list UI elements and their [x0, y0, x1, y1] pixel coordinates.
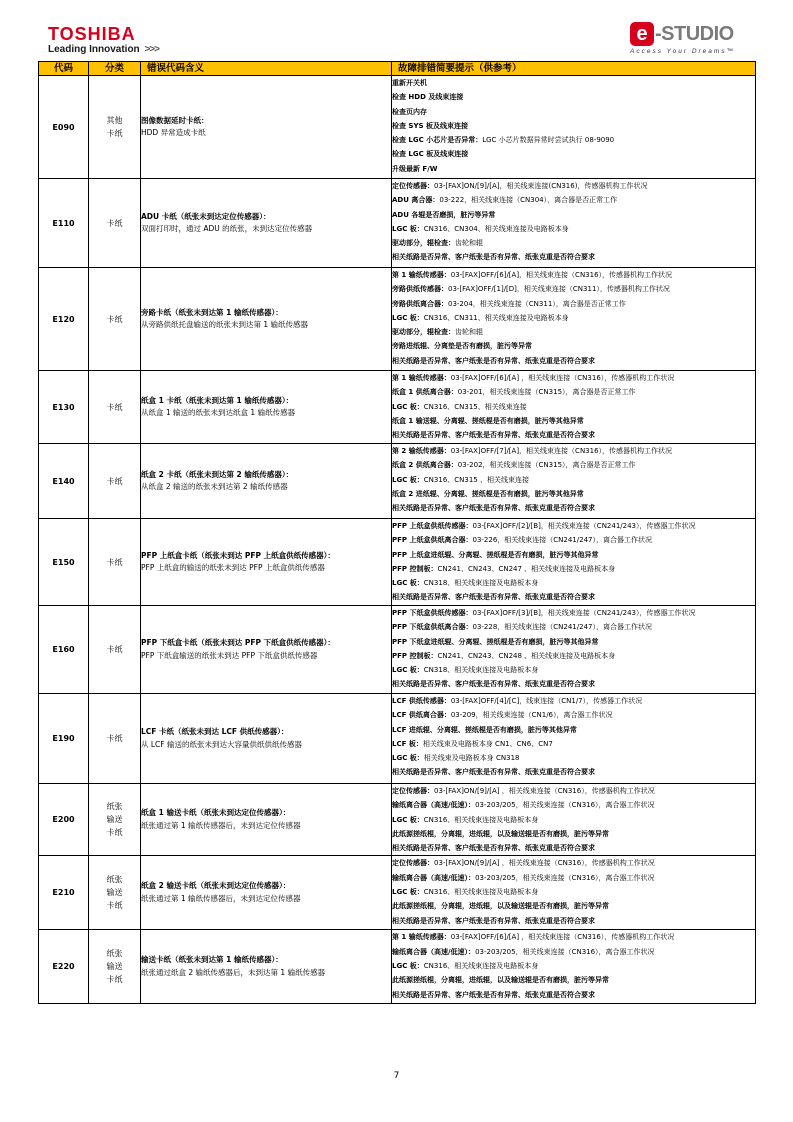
hint-line: [392, 635, 755, 649]
hint-line: [392, 590, 755, 604]
meaning-cell: [141, 784, 392, 856]
hint-label: PFP 下纸盒进纸辊、分离辊、搓纸棍是否有磨损，脏污等其他异常: [392, 637, 599, 646]
hint-line: [392, 663, 755, 677]
hint-line: [392, 268, 755, 282]
hint-line: [392, 179, 755, 193]
hint-line: [392, 914, 755, 928]
hint-detail: 齿轮和辊: [455, 239, 483, 248]
meaning-title: 纸盒 1 输送卡纸（纸张未到达定位传感器）：: [141, 808, 291, 818]
hint-line: [392, 147, 755, 161]
table-row: [39, 179, 756, 268]
hint-label: 相关纸路是否异常、客户纸张是否有异常、纸张克重是否符合要求: [392, 916, 595, 925]
meaning-title: 纸盒 1 卡纸（纸张未到达第 1 输纸传感器）：: [141, 395, 294, 405]
hint-detail: CN241、CN243、CN248 、相关线束连接及电路板本身: [437, 651, 616, 660]
hint-detail: 齿轮和辊: [455, 328, 483, 337]
hint-label: 定位传感器：: [392, 787, 434, 795]
hint-detail: 03-[FAX]OFF/[7]/[A]，相关线束连接（CN316），传感器机构工作状况: [450, 447, 673, 455]
category-line: 其他: [106, 116, 123, 125]
error-code-table: [38, 61, 756, 1004]
hint-label: LGC 板：: [392, 313, 424, 322]
estudio-wordmark: -STUDIO: [655, 23, 734, 45]
table-row: [39, 694, 756, 784]
hint-detail: 03-209，相关线束连接（CN1/6），离合器工作状况: [450, 711, 613, 720]
hint-detail: 03-222，相关线束连接（CN304），离合器是否正常工作: [439, 196, 618, 205]
hint-detail: 03-202，相关线束连接（CN315），离合器是否正常工作: [457, 461, 636, 470]
hint-label: 相关纸路是否异常、客户纸张是否有异常、纸张克重是否符合要求: [392, 680, 595, 689]
category-line: 卡纸: [106, 218, 123, 228]
meaning-description: 从纸盒 2 输送的纸张未到达第 2 输纸传感器: [141, 482, 288, 491]
table-row: [39, 519, 756, 606]
hint-line: [392, 208, 755, 222]
hint-label: PFP 控制板：: [392, 564, 438, 573]
hint-detail: CN318、相关线束连接及电路板本身: [423, 666, 539, 675]
hint-label: 第 1 输纸传感器：: [392, 374, 451, 382]
hint-line: [392, 606, 755, 620]
hint-detail: CN316、相关线束连接及电路板本身: [423, 815, 539, 824]
hint-detail: 03-[FAX]ON/[9]/[A] ，相关线束连接（CN316），传感器机构工作状况: [434, 787, 655, 795]
hint-detail: CN318、相关线束连接及电路板本身: [423, 579, 539, 588]
hint-label: 相关纸路是否异常、客户纸张是否有异常、纸张克重是否符合要求: [392, 593, 595, 602]
category-cell: [89, 694, 141, 784]
meaning-cell: [141, 179, 392, 268]
hint-detail: CN316、CN315、相关线束连接: [423, 402, 527, 411]
hint-line: [392, 385, 755, 399]
hint-label: LGC 板：: [392, 224, 424, 233]
category-line: 卡纸: [106, 975, 123, 985]
hint-line: [392, 620, 755, 634]
hint-label: 第 2 输纸传感器：: [392, 447, 451, 455]
hints-cell: [392, 76, 756, 179]
meaning-description: 从旁路供纸托盘输送的纸张未到达第 1 输纸传感器: [141, 320, 309, 329]
table-row: [39, 76, 756, 179]
hint-line: [392, 473, 755, 487]
hint-label: 纸盒 2 进纸辊、分离辊、搓纸棍是否有磨损，脏污等其他异常: [392, 489, 584, 498]
hint-label: 第 1 输纸传感器：: [392, 271, 451, 279]
meaning-description: HDD 异常造成卡纸: [141, 128, 206, 137]
meaning-title: 输送卡纸（纸张未到达第 1 输纸传感器）：: [141, 955, 283, 965]
hint-line: [392, 841, 755, 855]
hint-label: LGC 板：: [392, 754, 424, 763]
header-hints: 故障排错简要提示（供参考）: [392, 62, 756, 76]
hint-label: LGC 板：: [392, 888, 424, 897]
hint-line: [392, 945, 755, 959]
table-row: [39, 930, 756, 1004]
table-row: [39, 444, 756, 519]
category-cell: [89, 519, 141, 606]
hint-line: [392, 576, 755, 590]
hint-detail: 03-[FAX]ON/[9]/[A]，相关线束连接(CN316)，传感器机构工作状况: [434, 182, 648, 190]
chevron-right-icon: >>>: [144, 44, 159, 55]
category-cell: [89, 606, 141, 694]
hint-line: [392, 501, 755, 515]
hint-label: 相关纸路是否异常、客户纸张是否有异常、纸张克重是否符合要求: [392, 768, 595, 777]
hint-line: [392, 751, 755, 765]
hint-detail: 03-201，相关线束连接（CN315），离合器是否正常工作: [457, 388, 636, 397]
meaning-title: 纸盒 2 卡纸（纸张未到达第 2 输纸传感器）：: [141, 469, 294, 479]
category-line: 卡纸: [106, 129, 123, 138]
hint-line: [392, 105, 755, 119]
meaning-description: PFP 上纸盒的输送的纸张未到达 PFP 上纸盒供纸传感器: [141, 563, 325, 572]
meaning-title: 纸盒 2 输送卡纸（纸张未到达定位传感器）：: [141, 881, 291, 891]
category-line: 纸张: [106, 949, 123, 959]
hint-detail: 03-[FAX]ON/[9]/[A] ，相关线束连接（CN316），传感器机构工作状况: [434, 859, 655, 868]
tagline-text: Leading Innovation: [48, 44, 140, 55]
error-code: E220: [39, 930, 89, 1004]
hint-detail: 03-203/205，相关线束连接（CN316），离合器工作状况: [475, 801, 655, 810]
table-row: [39, 268, 756, 371]
hint-line: [392, 354, 755, 368]
hint-detail: 03-[FAX]OFF/[4]/[C]，线束连接（CN1/7），传感器工作状况: [450, 697, 643, 705]
meaning-cell: [141, 930, 392, 1004]
estudio-e-mark: e: [630, 22, 654, 46]
category-cell: [89, 856, 141, 930]
estudio-slogan: Access Your Dreams™: [630, 48, 736, 55]
table-row: [39, 856, 756, 930]
hints-cell: [392, 371, 756, 444]
hint-line: [392, 708, 755, 722]
hint-label: LCF 进纸辊、分离辊、搓纸棍是否有磨损，脏污等其他异常: [392, 725, 577, 734]
hint-label: 升级最新 F/W: [392, 164, 438, 173]
hint-label: 此纸源搓纸棍，分离辊，进纸辊，以及输送辊是否有磨损，脏污等异常: [392, 902, 609, 911]
meaning-description: 从 LCF 输送的纸张未到达大容量供纸供纸传感器: [141, 739, 302, 749]
hint-line: [392, 930, 755, 944]
hint-label: PFP 上纸盒进纸辊、分离辊、搓纸棍是否有磨损，脏污等其他异常: [392, 550, 599, 559]
meaning-cell: [141, 76, 392, 179]
error-code: E110: [39, 179, 89, 268]
category-cell: [89, 268, 141, 371]
hint-line: [392, 988, 755, 1002]
hint-label: 检查 LGC 小芯片是否异常：: [392, 136, 483, 145]
hint-line: [392, 649, 755, 663]
table-row: [39, 371, 756, 444]
error-code: E120: [39, 268, 89, 371]
hint-detail: CN241、CN243、CN247 、相关线束连接及电路板本身: [437, 564, 616, 573]
hint-detail: 03-203/205，相关线束连接（CN316），离合器工作状况: [475, 947, 655, 956]
hint-line: [392, 548, 755, 562]
hint-label: 旁路进纸辊、分离垫是否有磨损，脏污等异常: [392, 342, 532, 351]
error-code: E150: [39, 519, 89, 606]
category-line: 卡纸: [106, 645, 123, 654]
hint-detail: CN316、CN311、相关线束连接及电路板本身: [423, 313, 569, 322]
hint-line: [392, 193, 755, 207]
hint-line: [392, 414, 755, 428]
hint-detail: 03-203/205，相关线束连接（CN316），离合器工作状况: [475, 873, 655, 882]
hint-label: PFP 下纸盒供纸离合器：: [392, 623, 473, 632]
hint-detail: 03-[FAX]OFF/[6]/[A]，相关线束连接（CN316），传感器机构工作状况: [450, 271, 673, 279]
hint-line: [392, 282, 755, 296]
hint-label: 驱动部分，辊检查：: [392, 239, 455, 248]
hint-detail: CN316、相关线束连接及电路板本身: [423, 962, 539, 971]
hint-label: 旁路供纸传感器：: [392, 285, 448, 294]
hints-cell: [392, 179, 756, 268]
hint-line: [392, 973, 755, 987]
meaning-title: 旁路卡纸（纸张未到达第 1 输纸传感器）：: [141, 307, 283, 317]
meaning-description: 双面打印时，通过 ADU 的纸张，未到达定位传感器: [141, 224, 313, 233]
hint-line: [392, 311, 755, 325]
meaning-cell: [141, 268, 392, 371]
meaning-title: 图像数据延时卡纸：: [141, 115, 209, 125]
category-cell: [89, 784, 141, 856]
hint-label: LGC 板：: [392, 666, 424, 675]
hint-line: [392, 885, 755, 899]
hint-line: [392, 339, 755, 353]
category-line: 卡纸: [106, 828, 123, 838]
category-cell: [89, 371, 141, 444]
error-code: E140: [39, 444, 89, 519]
table-body: [39, 76, 756, 1004]
hint-detail: CN316、CN304、相关线束连接及电路板本身: [423, 224, 569, 233]
hint-line: [392, 400, 755, 414]
hint-line: [392, 694, 755, 708]
error-code: E210: [39, 856, 89, 930]
meaning-title: ADU 卡纸（纸张未到达定位传感器）：: [141, 211, 271, 221]
meaning-cell: [141, 519, 392, 606]
table-header-row: [39, 62, 756, 76]
hint-label: 此纸源搓纸棍，分离辊，进纸辊，以及输送辊是否有磨损，脏污等异常: [392, 829, 609, 838]
category-line: 输送: [106, 888, 123, 898]
hint-label: LCF 板：: [392, 739, 423, 748]
hint-line: [392, 899, 755, 913]
hint-line: [392, 798, 755, 812]
hint-line: [392, 236, 755, 250]
hint-detail: CN316、相关线束连接及电路板本身: [423, 888, 539, 897]
hint-label: 检查 HDD 及线束连接: [392, 93, 464, 102]
meaning-title: PFP 上纸盒卡纸（纸张未到达 PFP 上纸盒供纸传感器）：: [141, 550, 335, 560]
hint-label: 输纸离合器（高速/低速）：: [392, 947, 476, 956]
hint-line: [392, 677, 755, 691]
hint-line: [392, 458, 755, 472]
category-cell: [89, 930, 141, 1004]
header-category: 分类: [89, 62, 141, 76]
hint-detail: 03-[FAX]OFF/[6]/[A] ，相关线束连接（CN316），传感器机构工作状况: [450, 374, 675, 382]
meaning-description: 纸张通过第 1 输纸传感器后，未到达定位传感器: [141, 820, 301, 830]
hint-line: [392, 90, 755, 104]
header-code: 代码: [39, 62, 89, 76]
error-code: E160: [39, 606, 89, 694]
hint-label: 纸盒 2 供纸离合器：: [392, 461, 458, 470]
header-meaning: 错误代码含义: [141, 62, 392, 76]
hint-label: 相关纸路是否异常、客户纸张是否有异常、纸张克重是否符合要求: [392, 990, 595, 999]
hint-line: [392, 76, 755, 90]
hint-line: [392, 519, 755, 533]
tagline: [48, 44, 159, 55]
hint-label: PFP 上纸盒供纸传感器：: [392, 522, 473, 530]
hint-line: [392, 297, 755, 311]
hint-line: [392, 959, 755, 973]
hint-label: 检查 SYS 板及线束连接: [392, 121, 469, 130]
hint-detail: LGC 小芯片数据异常时尝试执行 08-9090: [482, 136, 615, 145]
hint-label: 相关纸路是否异常、客户纸张是否有异常、纸张克重是否符合要求: [392, 253, 595, 262]
hint-line: [392, 723, 755, 737]
category-line: 卡纸: [106, 734, 123, 743]
hint-detail: 03-226，相关线束连接（CN241/247），离合器工作状况: [472, 536, 652, 545]
hint-line: [392, 533, 755, 547]
error-code: E090: [39, 76, 89, 179]
hint-detail: 03-[FAX]OFF/[6]/[A] ，相关线束连接（CN316），传感器机构工作状况: [450, 933, 675, 942]
hint-label: ADU 离合器：: [392, 196, 440, 205]
hints-cell: [392, 519, 756, 606]
hint-line: [392, 765, 755, 779]
hint-label: 纸盒 1 供纸离合器：: [392, 388, 458, 397]
hint-label: 定位传感器：: [392, 859, 434, 868]
category-line: 卡纸: [106, 557, 123, 567]
hint-label: LGC 板：: [392, 962, 424, 971]
hint-line: [392, 487, 755, 501]
hints-cell: [392, 694, 756, 784]
page-header: [0, 0, 793, 62]
hint-detail: 相关线束及电路板本身 CN1、CN6、CN7: [422, 739, 553, 748]
hint-line: [392, 325, 755, 339]
hint-label: LGC 板：: [392, 475, 424, 484]
hint-line: [392, 827, 755, 841]
table-row: [39, 784, 756, 856]
table-row: [39, 606, 756, 694]
category-line: 卡纸: [106, 314, 123, 324]
hint-label: 重新开关机: [392, 79, 427, 87]
hint-line: [392, 250, 755, 264]
hint-label: PFP 控制板：: [392, 651, 438, 660]
hints-cell: [392, 784, 756, 856]
hint-label: 相关纸路是否异常、客户纸张是否有异常、纸张克重是否符合要求: [392, 431, 595, 440]
meaning-cell: [141, 694, 392, 784]
category-line: 卡纸: [106, 901, 123, 911]
hint-detail: 03-204，相关线束连接（CN311），离合器是否正常工作: [448, 299, 626, 308]
hint-line: [392, 222, 755, 236]
hint-label: 相关纸路是否异常、客户纸张是否有异常、纸张克重是否符合要求: [392, 504, 595, 513]
hint-label: 检查页内存: [392, 107, 427, 116]
hint-label: 驱动部分，辊检查：: [392, 328, 455, 337]
hint-line: [392, 428, 755, 442]
hint-label: ADU 各辊是否磨损，脏污等异常: [392, 210, 496, 219]
toshiba-logo: TOSHIBA: [48, 24, 136, 44]
hints-cell: [392, 606, 756, 694]
hint-label: PFP 上纸盒供纸离合器：: [392, 536, 473, 545]
hint-label: 此纸源搓纸棍，分离辊，进纸辊，以及输送辊是否有磨损，脏污等异常: [392, 976, 609, 985]
hint-detail: 03-[FAX]OFF/[3]/[B]，相关线束连接（CN241/243），传感器工作状况: [472, 609, 696, 617]
hint-label: LCF 供纸传感器：: [392, 697, 451, 705]
hint-detail: 相关线束及电路板本身 CN318: [423, 754, 520, 763]
category-line: 输送: [106, 962, 123, 972]
hint-label: LGC 板：: [392, 815, 424, 824]
category-cell: [89, 76, 141, 179]
hint-label: LGC 板：: [392, 402, 424, 411]
category-line: 卡纸: [106, 402, 123, 412]
estudio-logo: [630, 22, 750, 62]
hints-cell: [392, 268, 756, 371]
hint-line: [392, 856, 755, 870]
hint-line: [392, 562, 755, 576]
hint-label: 旁路供纸离合器：: [392, 299, 448, 308]
category-cell: [89, 179, 141, 268]
category-line: 纸张: [106, 875, 123, 885]
hint-line: [392, 737, 755, 751]
hint-line: [392, 162, 755, 176]
meaning-cell: [141, 606, 392, 694]
hint-label: 定位传感器：: [392, 182, 434, 190]
hint-label: 检查 LGC 板及线束连接: [392, 150, 469, 159]
error-code: E190: [39, 694, 89, 784]
hint-detail: 03-[FAX]OFF/[1]/[D]，相关线束连接（CN311），传感器机构工作状况: [448, 285, 670, 294]
hints-cell: [392, 930, 756, 1004]
hint-detail: CN316、CN315 、相关线束连接: [423, 475, 529, 484]
hint-line: [392, 133, 755, 147]
category-line: 纸张: [106, 802, 123, 812]
hint-detail: 03-228，相关线束连接（CN241/247），离合器工作状况: [472, 623, 652, 632]
hint-line: [392, 371, 755, 385]
meaning-cell: [141, 856, 392, 930]
category-line: 卡纸: [106, 476, 123, 486]
meaning-cell: [141, 371, 392, 444]
hint-label: PFP 下纸盒供纸传感器：: [392, 609, 473, 617]
meaning-title: PFP 下纸盒卡纸（纸张未到达 PFP 下纸盒供纸传感器）：: [141, 638, 335, 647]
meaning-description: 纸张通过第 1 输纸传感器后，未到达定位传感器: [141, 893, 301, 903]
hint-label: 纸盒 1 输送辊、分离辊、搓纸棍是否有磨损，脏污等其他异常: [392, 416, 584, 425]
category-line: 输送: [106, 815, 123, 825]
hint-line: [392, 813, 755, 827]
meaning-description: 从纸盒 1 输送的纸张未到达纸盒 1 输纸传感器: [141, 408, 296, 417]
hint-label: LCF 供纸离合器：: [392, 711, 451, 720]
hint-label: 输纸离合器（高速/低速）：: [392, 801, 476, 810]
category-cell: [89, 444, 141, 519]
meaning-title: LCF 卡纸（纸张未到达 LCF 供纸传感器）：: [141, 727, 289, 736]
error-code: E130: [39, 371, 89, 444]
hint-label: 相关纸路是否异常、客户纸张是否有异常、纸张克重是否符合要求: [392, 356, 595, 365]
hints-cell: [392, 856, 756, 930]
hint-label: LGC 板：: [392, 579, 424, 588]
hint-label: 输纸离合器（高速/低速）：: [392, 873, 476, 882]
meaning-cell: [141, 444, 392, 519]
hint-label: 相关纸路是否异常、客户纸张是否有异常、纸张克重是否符合要求: [392, 844, 595, 853]
page-number: 7: [393, 1071, 400, 1081]
hint-line: [392, 119, 755, 133]
hint-line: [392, 871, 755, 885]
error-code: E200: [39, 784, 89, 856]
hint-detail: 03-[FAX]OFF/[2]/[B]，相关线束连接（CN241/243），传感器工作状况: [472, 522, 696, 530]
meaning-description: 纸张通过纸盒 2 输纸传感器后，未到达第 1 输纸传感器: [141, 967, 326, 977]
hint-label: 第 1 输纸传感器：: [392, 933, 451, 942]
hint-line: [392, 444, 755, 458]
meaning-description: PFP 下纸盒输送的纸张未到达 PFP 下纸盒供纸传感器: [141, 650, 318, 660]
hints-cell: [392, 444, 756, 519]
hint-line: [392, 784, 755, 798]
